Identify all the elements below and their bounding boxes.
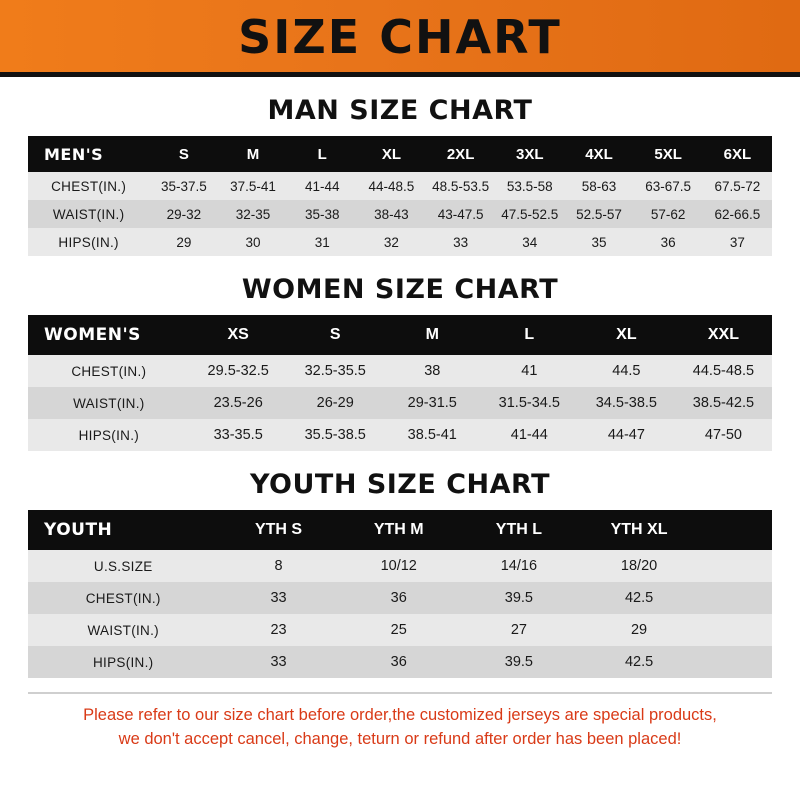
women-row0-cell-5: 44.5-48.5 <box>675 355 772 387</box>
table-row <box>28 200 772 228</box>
man-row1-cell-6: 52.5-57 <box>564 200 633 228</box>
man-row2-cell-2: 31 <box>288 228 357 256</box>
youth-header-cell-3: YTH L <box>459 510 579 550</box>
youth-header-cell-2: YTH M <box>339 510 459 550</box>
women-row2-cell-1: 35.5-38.5 <box>287 419 384 451</box>
youth-row0-cell-0: 8 <box>218 550 338 582</box>
women-header-cell-4: L <box>481 315 578 355</box>
man-header-cell-6: 3XL <box>495 136 564 172</box>
women-row0-cell-0: 29.5-32.5 <box>190 355 287 387</box>
table-row <box>28 614 772 646</box>
man-header-cell-7: 4XL <box>564 136 633 172</box>
man-row0-cell-2: 41-44 <box>288 172 357 200</box>
man-row0-cell-8: 67.5-72 <box>703 172 772 200</box>
table-header-row <box>28 315 772 355</box>
table-row <box>28 419 772 451</box>
content-area <box>0 95 800 752</box>
women-row1-cell-1: 26-29 <box>287 387 384 419</box>
youth-row0-cell-2: 14/16 <box>459 550 579 582</box>
youth-row2-cell-3: 29 <box>579 614 699 646</box>
women-row1-cell-4: 34.5-38.5 <box>578 387 675 419</box>
youth-row0-cell-3: 18/20 <box>579 550 699 582</box>
women-header-cell-5: XL <box>578 315 675 355</box>
man-row2-cell-8: 37 <box>703 228 772 256</box>
page-title: SIZE CHART <box>238 10 562 64</box>
youth-row1-cell-3: 42.5 <box>579 582 699 614</box>
table-row <box>28 228 772 256</box>
man-header-cell-8: 5XL <box>634 136 703 172</box>
man-row0-cell-1: 37.5-41 <box>218 172 287 200</box>
man-row0-label: CHEST(IN.) <box>28 172 149 200</box>
man-row1-cell-1: 32-35 <box>218 200 287 228</box>
man-row0-cell-4: 48.5-53.5 <box>426 172 495 200</box>
youth-row3-cell-2: 39.5 <box>459 646 579 678</box>
youth-row2-cell-spacer <box>699 614 772 646</box>
man-header-cell-4: XL <box>357 136 426 172</box>
youth-row1-cell-2: 39.5 <box>459 582 579 614</box>
man-header-cell-1: S <box>149 136 218 172</box>
women-row2-cell-4: 44-47 <box>578 419 675 451</box>
table-header-row <box>28 510 772 550</box>
youth-row1-label: CHEST(IN.) <box>28 582 218 614</box>
women-size-table <box>28 315 772 451</box>
man-row1-cell-4: 43-47.5 <box>426 200 495 228</box>
youth-table-body <box>28 550 772 678</box>
man-row0-cell-0: 35-37.5 <box>149 172 218 200</box>
man-row1-cell-7: 57-62 <box>634 200 703 228</box>
women-row0-cell-1: 32.5-35.5 <box>287 355 384 387</box>
man-header-cell-2: M <box>218 136 287 172</box>
women-section-title: WOMEN SIZE CHART <box>241 274 559 305</box>
table-row <box>28 387 772 419</box>
man-row1-cell-3: 38-43 <box>357 200 426 228</box>
man-header-cell-0: MEN'S <box>28 136 149 172</box>
man-size-table <box>28 136 772 256</box>
table-row <box>28 582 772 614</box>
man-row0-cell-7: 63-67.5 <box>634 172 703 200</box>
table-row <box>28 646 772 678</box>
youth-row2-cell-0: 23 <box>218 614 338 646</box>
youth-row1-cell-0: 33 <box>218 582 338 614</box>
youth-row2-cell-1: 25 <box>339 614 459 646</box>
women-row1-cell-3: 31.5-34.5 <box>481 387 578 419</box>
women-row0-cell-2: 38 <box>384 355 481 387</box>
man-row2-label: HIPS(IN.) <box>28 228 149 256</box>
man-row2-cell-7: 36 <box>634 228 703 256</box>
man-row1-cell-0: 29-32 <box>149 200 218 228</box>
women-header-cell-6: XXL <box>675 315 772 355</box>
man-row2-cell-3: 32 <box>357 228 426 256</box>
footer-note <box>28 692 772 752</box>
man-row1-cell-8: 62-66.5 <box>703 200 772 228</box>
youth-header-cell-spacer <box>699 510 772 550</box>
women-row0-cell-4: 44.5 <box>578 355 675 387</box>
man-header-cell-9: 6XL <box>703 136 772 172</box>
youth-row0-label: U.S.SIZE <box>28 550 218 582</box>
header-banner <box>0 0 800 72</box>
man-row2-cell-4: 33 <box>426 228 495 256</box>
man-row0-cell-6: 58-63 <box>564 172 633 200</box>
youth-row1-cell-1: 36 <box>339 582 459 614</box>
youth-row1-cell-spacer <box>699 582 772 614</box>
women-table-body <box>28 355 772 451</box>
youth-section-title: YOUTH SIZE CHART <box>249 469 551 500</box>
table-row <box>28 172 772 200</box>
man-row1-cell-2: 35-38 <box>288 200 357 228</box>
youth-header-cell-1: YTH S <box>218 510 338 550</box>
youth-header-cell-4: YTH XL <box>579 510 699 550</box>
women-row1-cell-2: 29-31.5 <box>384 387 481 419</box>
women-row1-label: WAIST(IN.) <box>28 387 190 419</box>
youth-row2-cell-2: 27 <box>459 614 579 646</box>
header-divider <box>0 72 800 77</box>
table-row <box>28 355 772 387</box>
man-row1-cell-5: 47.5-52.5 <box>495 200 564 228</box>
footer-note-line-2: we don't accept cancel, change, teturn or refund after order has been placed! <box>118 729 682 748</box>
man-row1-label: WAIST(IN.) <box>28 200 149 228</box>
women-table-header <box>28 315 772 355</box>
man-row0-cell-3: 44-48.5 <box>357 172 426 200</box>
youth-row3-cell-1: 36 <box>339 646 459 678</box>
women-row0-label: CHEST(IN.) <box>28 355 190 387</box>
youth-row3-cell-3: 42.5 <box>579 646 699 678</box>
women-header-cell-2: S <box>287 315 384 355</box>
man-header-cell-5: 2XL <box>426 136 495 172</box>
man-table-body <box>28 172 772 256</box>
man-table-header <box>28 136 772 172</box>
table-header-row <box>28 136 772 172</box>
women-header-cell-1: XS <box>190 315 287 355</box>
women-row2-cell-5: 47-50 <box>675 419 772 451</box>
man-section-title: MAN SIZE CHART <box>267 95 533 126</box>
man-row2-cell-5: 34 <box>495 228 564 256</box>
youth-row3-cell-0: 33 <box>218 646 338 678</box>
table-row <box>28 550 772 582</box>
youth-table-header <box>28 510 772 550</box>
man-row0-cell-5: 53.5-58 <box>495 172 564 200</box>
footer-note-line-1: Please refer to our size chart before order,the customized jerseys are special products, <box>83 706 717 724</box>
youth-row0-cell-spacer <box>699 550 772 582</box>
man-row2-cell-0: 29 <box>149 228 218 256</box>
man-header-cell-3: L <box>288 136 357 172</box>
youth-row2-label: WAIST(IN.) <box>28 614 218 646</box>
women-row1-cell-0: 23.5-26 <box>190 387 287 419</box>
women-row2-label: HIPS(IN.) <box>28 419 190 451</box>
youth-size-table <box>28 510 772 678</box>
youth-row3-cell-spacer <box>699 646 772 678</box>
women-header-cell-3: M <box>384 315 481 355</box>
women-row0-cell-3: 41 <box>481 355 578 387</box>
youth-row0-cell-1: 10/12 <box>339 550 459 582</box>
women-row2-cell-2: 38.5-41 <box>384 419 481 451</box>
youth-row3-label: HIPS(IN.) <box>28 646 218 678</box>
women-row2-cell-0: 33-35.5 <box>190 419 287 451</box>
women-header-cell-0: WOMEN'S <box>28 315 190 355</box>
women-row1-cell-5: 38.5-42.5 <box>675 387 772 419</box>
youth-header-cell-0: YOUTH <box>28 510 218 550</box>
man-row2-cell-6: 35 <box>564 228 633 256</box>
women-row2-cell-3: 41-44 <box>481 419 578 451</box>
man-row2-cell-1: 30 <box>218 228 287 256</box>
